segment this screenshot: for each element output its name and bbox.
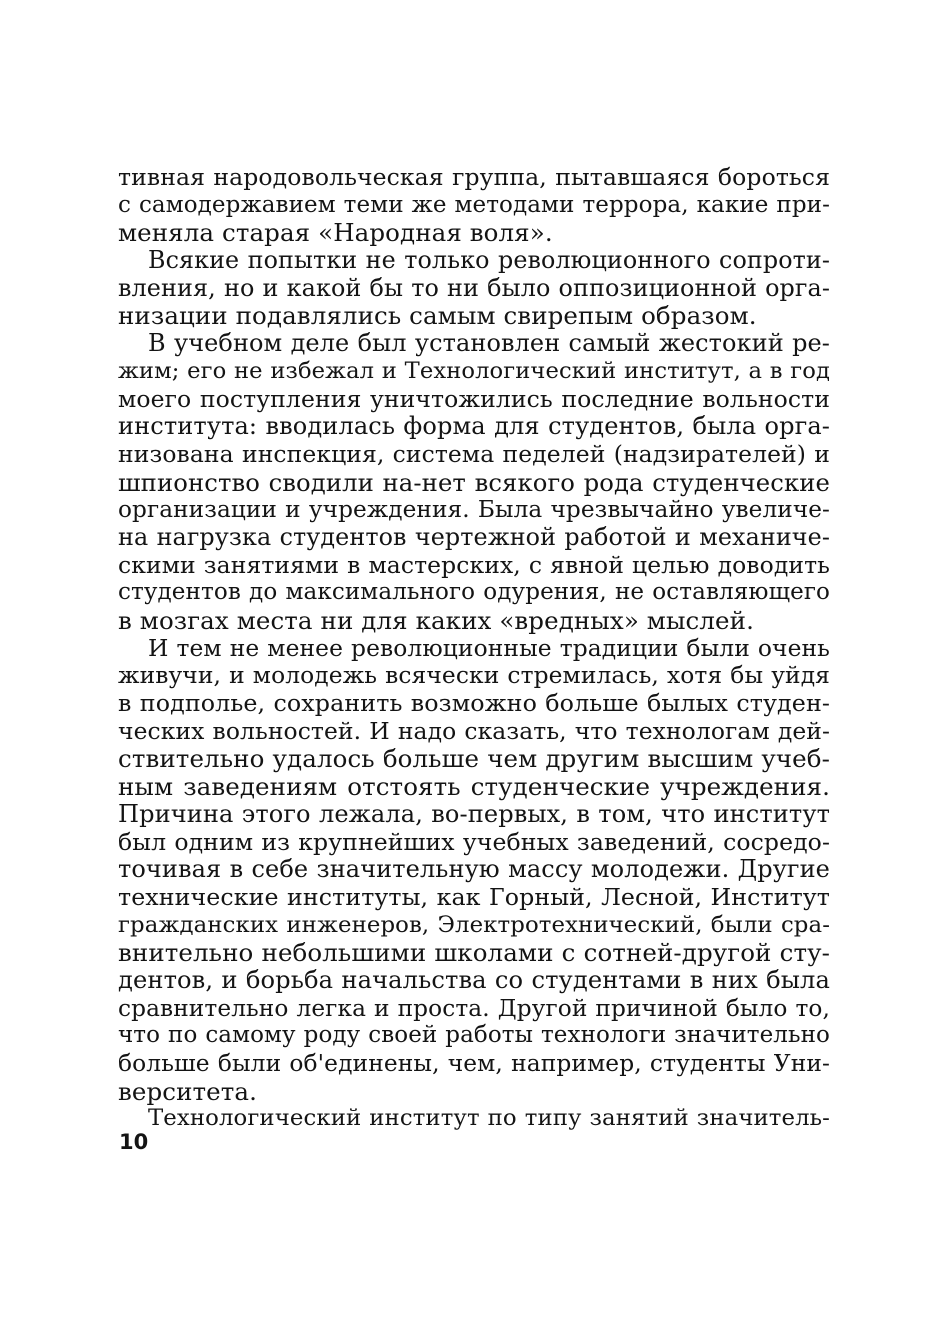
text-line: был одним из крупнейших учебных заведений, сосредо- bbox=[118, 827, 830, 856]
text-line: института: вводилась форма для студентов, была орга- bbox=[118, 412, 830, 441]
text-line: ным заведениям отстоять студенческие учреждения. bbox=[118, 772, 830, 802]
text-line: низована инспекция, система педелей (надзирателей) и bbox=[118, 439, 830, 468]
text-line: Технологический институт по типу занятий значитель- bbox=[148, 1105, 830, 1132]
text-line: ствительно удалось больше чем другим высшим учеб- bbox=[118, 744, 830, 774]
text-line: гражданских инженеров, Электротехнический, были сра- bbox=[118, 911, 830, 938]
text-line: сравнительно легка и проста. Другой причиной было то, bbox=[118, 994, 830, 1022]
text-line: точивая в себе значительную массу молодежи. Другие bbox=[118, 855, 830, 884]
text-line: в мозгах места ни для каких «вредных» мыслей. bbox=[118, 606, 754, 635]
text-line: тивная народовольческая группа, пытавшаяся бороться bbox=[118, 163, 830, 191]
text-line: технические институты, как Горный, Лесной, Институт bbox=[118, 882, 830, 911]
text-line: моего поступления уничтожились последние вольности bbox=[118, 384, 830, 413]
text-line: организации и учреждения. Была чрезвычайно увеличе- bbox=[118, 496, 830, 524]
text-line: Причина этого лежала, во-первых, в том, что институт bbox=[118, 799, 830, 828]
text-line: меняла старая «Народная воля». bbox=[118, 218, 553, 248]
text-line: с самодержавием теми же методами террора, какие при- bbox=[118, 191, 830, 218]
text-line: Всякие попытки не только революционного сопроти- bbox=[148, 246, 830, 275]
text-line: дентов, и борьба начальства со студентами в них была bbox=[118, 965, 830, 994]
text-line: в подполье, сохранить возможно больше былых студен- bbox=[118, 689, 830, 718]
text-line: больше были об'единены, чем, например, студенты Уни- bbox=[118, 1049, 830, 1077]
text-line: внительно небольшими школами с сотней-другой сту- bbox=[118, 938, 830, 968]
text-line: В учебном деле был установлен самый жестокий ре- bbox=[148, 329, 830, 358]
text-line: скими занятиями в мастерских, с явной целью доводить bbox=[118, 550, 830, 579]
text-line: на нагрузка студентов чертежной работой и механиче- bbox=[118, 522, 830, 551]
text-line: живучи, и молодежь всячески стремилась, хотя бы уйдя bbox=[118, 661, 830, 690]
text-line: вления, но и какой бы то ни было оппозиционной орга- bbox=[118, 273, 830, 302]
text-line: что по самому роду своей работы технологи значительно bbox=[118, 1022, 830, 1049]
page-number: 10 bbox=[119, 1130, 149, 1154]
text-line: студентов до максимального одурения, не оставляющего bbox=[118, 579, 830, 606]
text-line: верситета. bbox=[118, 1076, 258, 1106]
text-line: жим; его не избежал и Технологический институт, а в год bbox=[118, 357, 830, 384]
text-line: И тем не менее революционные традиции были очень bbox=[148, 633, 830, 662]
text-line: шпионство сводили на-нет всякого рода студенческие bbox=[118, 467, 830, 497]
body-text bbox=[118, 164, 830, 1133]
text-line: низации подавлялись самым свирепым образом. bbox=[118, 301, 757, 331]
text-line: ческих вольностей. И надо сказать, что технологам дей- bbox=[118, 716, 830, 745]
